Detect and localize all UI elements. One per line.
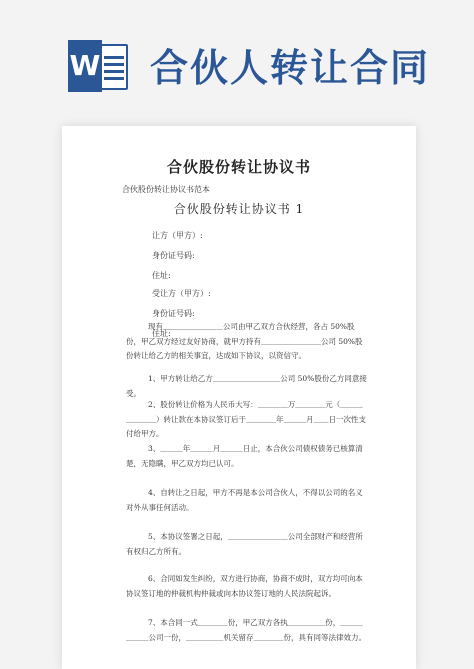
clause-5: 5、本协议签署之日起，＿＿＿＿＿＿＿＿公司全部财产和经营所有权归乙方所有。 — [126, 532, 363, 556]
document-subtitle: 合伙股份转让协议书范本 — [122, 185, 210, 194]
document-heading: 合伙股份转让协议书 1 — [173, 202, 305, 216]
clause-4: 4、自转让之日起，甲方不再是本公司合伙人，不得以公司的名义对外从事任何活动。 — [126, 488, 363, 512]
document-title: 合伙股份转让协议书 — [166, 158, 311, 176]
clause-6: 6、合同如发生纠纷，双方进行协商，协商不成时，双方均可向本协议签订地的仲裁机构仲裁或向本协议签订地的人民法院起诉。 — [126, 574, 363, 598]
clause-1: 1、甲方转让给乙方＿＿＿＿＿＿＿＿＿公司 50%股份乙方同意接受。 — [126, 374, 367, 398]
banner-title: 合伙人转让合同 — [150, 46, 431, 90]
transferor-id-label: 身份证号码: — [152, 251, 195, 260]
clause-intro: 现有＿＿＿＿＿＿＿＿公司由甲乙双方合伙经营，各占 50%股份，甲乙双方经过友好协商，就甲方持有＿＿＿＿＿＿＿＿公司 50%股份转让给乙方的相关事宜，达成如下协议，以资信守。 — [126, 322, 363, 360]
transferee-id-label: 身份证号码: — [152, 309, 195, 318]
banner — [0, 0, 474, 118]
transferee-label: 受让方（甲方）: — [152, 289, 211, 298]
word-document-icon — [68, 40, 130, 92]
transferee-address-label: 住址: — [152, 329, 171, 338]
clause-7: 7、本合同一式＿＿＿＿份，甲乙双方各执＿＿＿＿＿份，＿＿＿＿＿＿公司一份，＿＿＿＿＿机关留存＿＿＿＿份，具有同等法律效力。 — [126, 618, 366, 642]
transferor-address-label: 住址: — [152, 271, 171, 280]
word-icon-letter: W — [68, 40, 102, 92]
clause-2: 2、股份转让价格为人民币大写：＿＿＿＿万＿＿＿＿元（＿＿＿＿＿＿＿）转让款在本协议签订后于＿＿＿＿年＿＿＿月＿＿日一次性支付给甲方。 — [126, 400, 366, 438]
transferor-label: 让方（甲方）: — [152, 231, 203, 240]
document-page — [62, 126, 416, 669]
clause-3: 3、＿＿＿年＿＿＿月＿＿＿日止，本合伙公司债权债务已核算清楚，无隐瞒，甲乙双方均已认可。 — [126, 444, 363, 468]
